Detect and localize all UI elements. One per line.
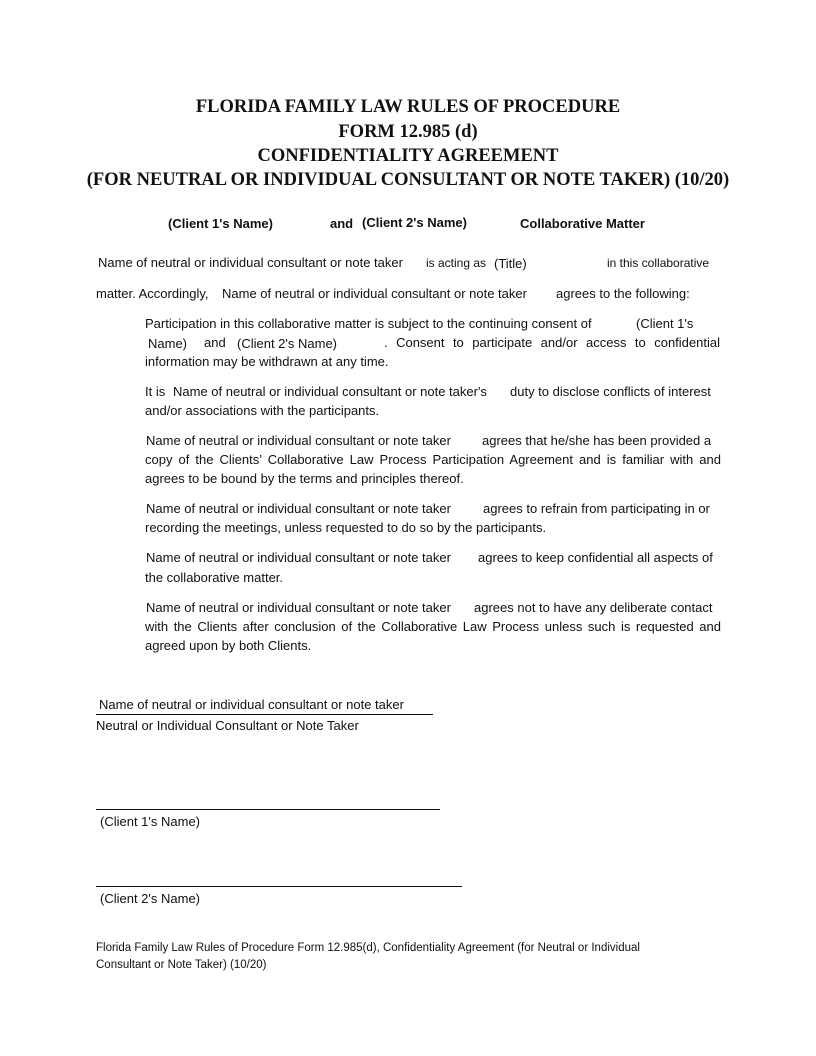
intro-matter-accordingly: matter. Accordingly, xyxy=(96,286,209,301)
form-title-line2: FORM 12.985 (d) xyxy=(338,122,478,142)
intro-neutral-name-field-2[interactable]: Name of neutral or individual consultant or note taker xyxy=(222,286,527,301)
item4-agrees-text: agrees to refrain from participating in or xyxy=(483,501,710,516)
signature-client1-line xyxy=(96,809,440,810)
item1-and: and xyxy=(204,335,226,350)
item1-line3: information may be withdrawn at any time. xyxy=(145,354,389,369)
item6-neutral-name-field[interactable]: Name of neutral or individual consultant or note taker xyxy=(146,600,451,615)
item5-agrees-text: agrees to keep confidential all aspects of xyxy=(478,550,713,565)
intro-in-this-collaborative: in this collaborative xyxy=(607,256,710,270)
form-title-line4: (FOR NEUTRAL OR INDIVIDUAL CONSULTANT OR NOTE TAKER) (10/20) xyxy=(86,170,730,190)
signature-client2-field[interactable]: (Client 2's Name) xyxy=(100,891,201,906)
item1-client1-field-a[interactable]: (Client 1's xyxy=(636,316,694,331)
item6-agrees-text: agrees not to have any deliberate contact xyxy=(474,600,713,615)
item1-consent-text: . Consent to participate and/or access to confidential xyxy=(384,335,720,350)
form-title-line3: CONFIDENTIALITY AGREEMENT xyxy=(257,146,559,166)
item2-neutral-name-field[interactable]: Name of neutral or individual consultant or note taker's xyxy=(173,384,487,399)
item1-text-a: Participation in this collaborative matter is subject to the continuing consent of xyxy=(145,316,592,331)
footer-line1: Florida Family Law Rules of Procedure Form 12.985(d), Confidentiality Agreement (for Neutral or Individual xyxy=(96,942,640,954)
item6-line3: agreed upon by both Clients. xyxy=(145,638,312,653)
header-matter-label: Collaborative Matter xyxy=(520,216,645,231)
item1-client1-field-b[interactable]: Name) xyxy=(148,336,188,351)
signature-neutral-caption: Neutral or Individual Consultant or Note Taker xyxy=(96,718,359,733)
item5-neutral-name-field[interactable]: Name of neutral or individual consultant or note taker xyxy=(146,550,451,565)
item3-agrees-text: agrees that he/she has been provided a xyxy=(482,433,712,448)
item3-line2: copy of the Clients’ Collaborative Law Process Participation Agreement and is familiar with and xyxy=(145,452,721,467)
signature-neutral-name-field[interactable]: Name of neutral or individual consultant or note taker xyxy=(99,697,404,712)
item2-duty-text: duty to disclose conflicts of interest xyxy=(510,384,711,399)
item4-line2: recording the meetings, unless requested to do so by the participants. xyxy=(145,520,547,535)
item6-line2: with the Clients after conclusion of the Collaborative Law Process unless such is requested and xyxy=(145,619,721,634)
item2-line2: and/or associations with the participants. xyxy=(145,403,380,418)
header-and-text: and xyxy=(330,216,354,231)
item1-client2-field[interactable]: (Client 2's Name) xyxy=(237,336,338,351)
intro-is-acting-as: is acting as xyxy=(426,256,487,270)
intro-neutral-name-field[interactable]: Name of neutral or individual consultant or note taker xyxy=(98,255,403,270)
signature-client1-field[interactable]: (Client 1's Name) xyxy=(100,814,201,829)
intro-agrees-following: agrees to the following: xyxy=(556,286,690,301)
signature-client2-line xyxy=(96,886,462,887)
footer-line2: Consultant or Note Taker) (10/20) xyxy=(96,959,267,971)
signature-neutral-line xyxy=(96,714,433,715)
header-client1-field[interactable]: (Client 1's Name) xyxy=(168,216,273,231)
item2-it-is: It is xyxy=(145,384,166,399)
item4-neutral-name-field[interactable]: Name of neutral or individual consultant or note taker xyxy=(146,501,451,516)
item5-line2: the collaborative matter. xyxy=(145,570,284,585)
header-client2-field[interactable]: (Client 2's Name) xyxy=(362,215,467,230)
item3-neutral-name-field[interactable]: Name of neutral or individual consultant or note taker xyxy=(146,433,451,448)
item3-line3: agrees to be bound by the terms and principles thereof. xyxy=(145,471,464,486)
intro-title-field[interactable]: (Title) xyxy=(494,256,527,271)
form-title-line1: FLORIDA FAMILY LAW RULES OF PROCEDURE xyxy=(195,97,621,117)
